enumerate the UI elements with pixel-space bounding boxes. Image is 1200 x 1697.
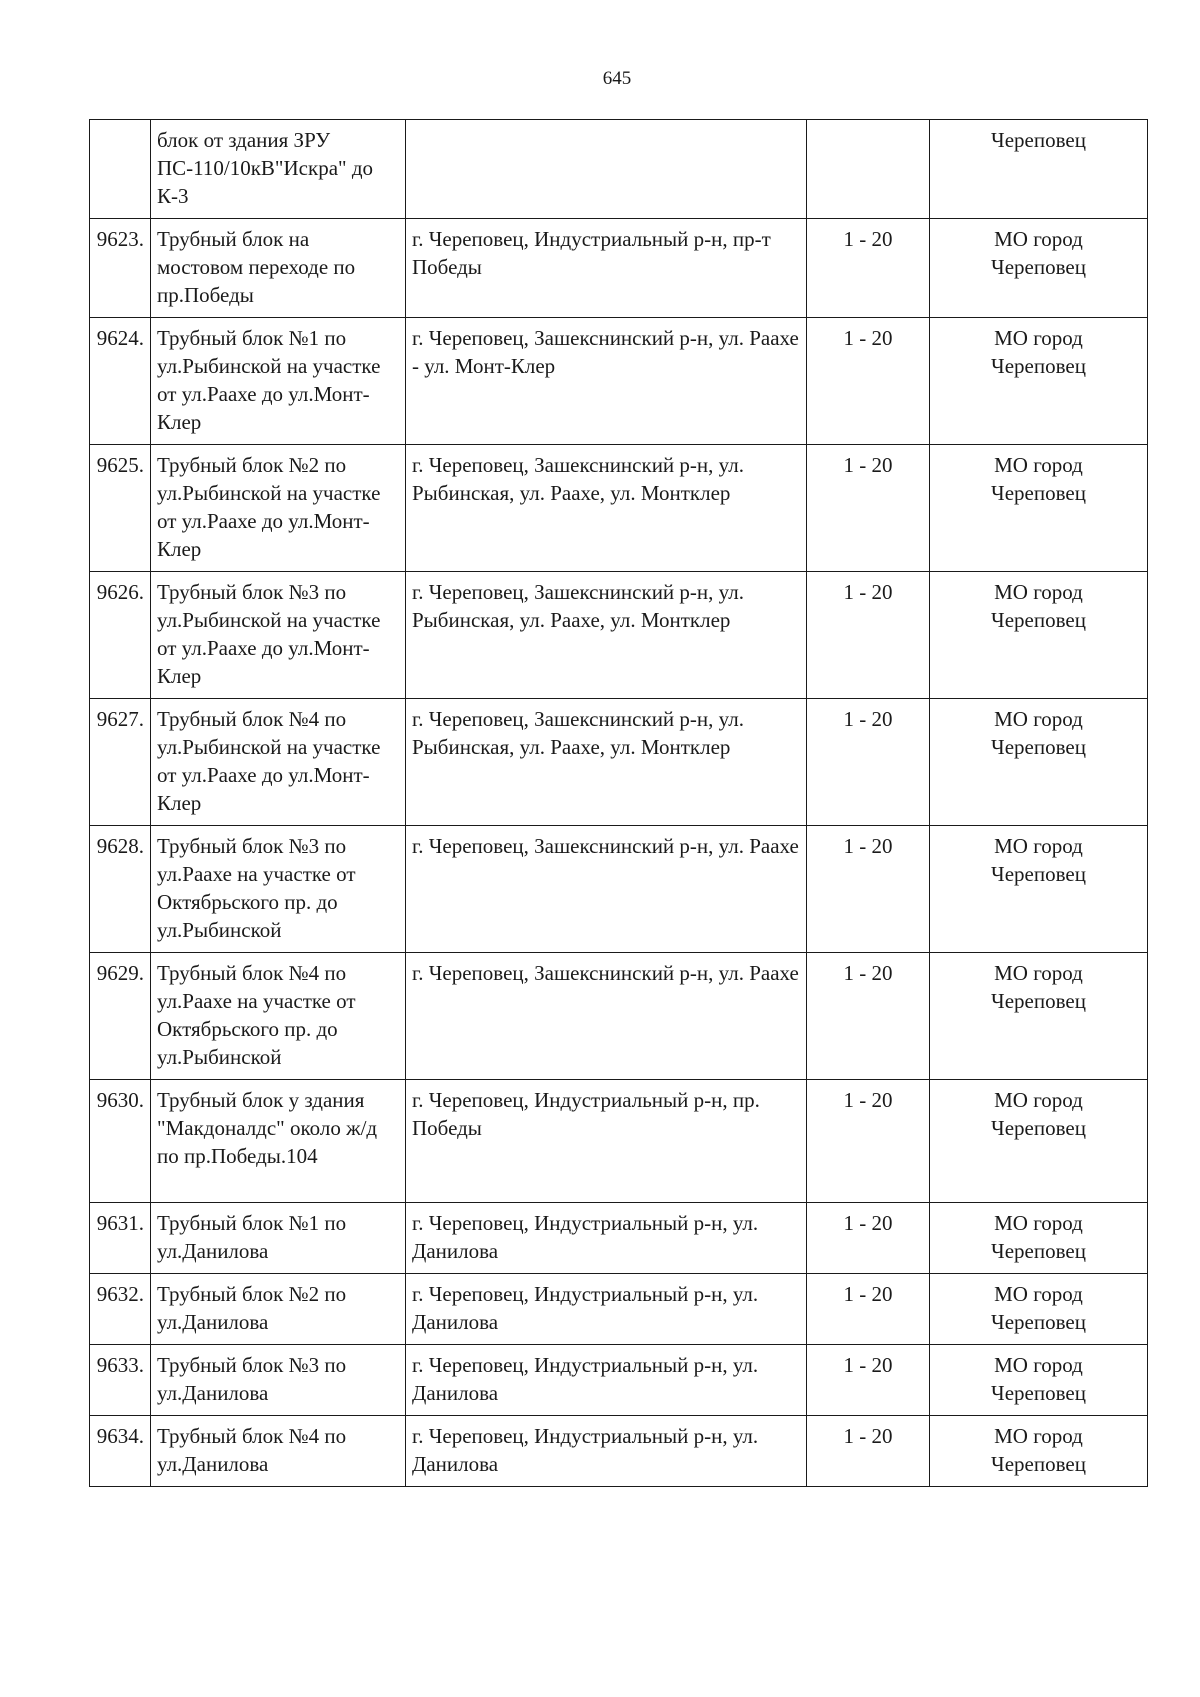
owner-line: Череповец bbox=[991, 1381, 1086, 1405]
row-number-cell: 9623. bbox=[90, 219, 151, 318]
row-number-cell: 9632. bbox=[90, 1274, 151, 1345]
object-name-cell: Трубный блок №1 по ул.Рыбинской на участке от ул.Раахе до ул.Монт-Клер bbox=[151, 318, 406, 445]
owner-line: Череповец bbox=[991, 128, 1086, 152]
owner-line: МО город bbox=[994, 326, 1083, 350]
owner-line: МО город bbox=[994, 707, 1083, 731]
owner-cell bbox=[930, 1345, 1148, 1416]
object-name-cell: Трубный блок №2 по ул.Рыбинской на участке от ул.Раахе до ул.Монт-Клер bbox=[151, 445, 406, 572]
quantity-cell: 1 - 20 bbox=[807, 1203, 930, 1274]
owner-cell bbox=[930, 572, 1148, 699]
address-cell: г. Череповец, Зашекснинский р-н, ул. Рыбинская, ул. Раахе, ул. Монтклер bbox=[406, 699, 807, 826]
object-name-cell: блок от здания ЗРУ ПС-110/10кВ"Искра" до К-3 bbox=[151, 120, 406, 219]
object-name-cell: Трубный блок №2 по ул.Данилова bbox=[151, 1274, 406, 1345]
row-number-cell: 9626. bbox=[90, 572, 151, 699]
owner-cell bbox=[930, 445, 1148, 572]
row-number-cell: 9629. bbox=[90, 953, 151, 1080]
table-row bbox=[90, 120, 1148, 219]
table-row bbox=[90, 1080, 1148, 1203]
object-name-cell: Трубный блок на мостовом переходе по пр.Победы bbox=[151, 219, 406, 318]
address-cell: г. Череповец, Индустриальный р-н, ул. Данилова bbox=[406, 1274, 807, 1345]
owner-line: Череповец bbox=[991, 255, 1086, 279]
table-row bbox=[90, 1345, 1148, 1416]
address-cell: г. Череповец, Зашекснинский р-н, ул. Рыбинская, ул. Раахе, ул. Монтклер bbox=[406, 572, 807, 699]
registry-table-body bbox=[90, 120, 1148, 1487]
owner-line: Череповец bbox=[991, 1452, 1086, 1476]
quantity-cell: 1 - 20 bbox=[807, 1274, 930, 1345]
owner-line: МО город bbox=[994, 1088, 1083, 1112]
quantity-cell: 1 - 20 bbox=[807, 953, 930, 1080]
address-cell: г. Череповец, Индустриальный р-н, пр. Победы bbox=[406, 1080, 807, 1203]
object-name-cell: Трубный блок №4 по ул.Рыбинской на участке от ул.Раахе до ул.Монт-Клер bbox=[151, 699, 406, 826]
row-number-cell bbox=[90, 120, 151, 219]
object-name-cell: Трубный блок у здания "Макдоналдс" около ж/д по пр.Победы.104 bbox=[151, 1080, 406, 1203]
table-row bbox=[90, 219, 1148, 318]
owner-line: МО город bbox=[994, 961, 1083, 985]
row-number-cell: 9625. bbox=[90, 445, 151, 572]
owner-line: Череповец bbox=[991, 354, 1086, 378]
address-cell: г. Череповец, Зашекснинский р-н, ул. Раахе bbox=[406, 826, 807, 953]
quantity-cell: 1 - 20 bbox=[807, 1345, 930, 1416]
owner-line: Череповец bbox=[991, 1116, 1086, 1140]
owner-line: МО город bbox=[994, 227, 1083, 251]
owner-line: МО город bbox=[994, 1211, 1083, 1235]
owner-line: Череповец bbox=[991, 1310, 1086, 1334]
owner-line: Череповец bbox=[991, 735, 1086, 759]
address-cell bbox=[406, 120, 807, 219]
owner-cell bbox=[930, 699, 1148, 826]
owner-line: МО город bbox=[994, 1353, 1083, 1377]
owner-cell bbox=[930, 826, 1148, 953]
owner-line: Череповец bbox=[991, 989, 1086, 1013]
quantity-cell: 1 - 20 bbox=[807, 1080, 930, 1203]
owner-line: Череповец bbox=[991, 1239, 1086, 1263]
table-row bbox=[90, 572, 1148, 699]
address-cell: г. Череповец, Индустриальный р-н, ул. Данилова bbox=[406, 1203, 807, 1274]
registry-table bbox=[89, 119, 1148, 1487]
owner-line: Череповец bbox=[991, 862, 1086, 886]
row-number-cell: 9634. bbox=[90, 1416, 151, 1487]
address-cell: г. Череповец, Зашекснинский р-н, ул. Рыбинская, ул. Раахе, ул. Монтклер bbox=[406, 445, 807, 572]
owner-line: Череповец bbox=[991, 608, 1086, 632]
object-name-cell: Трубный блок №3 по ул.Данилова bbox=[151, 1345, 406, 1416]
owner-line: Череповец bbox=[991, 481, 1086, 505]
owner-cell bbox=[930, 1203, 1148, 1274]
quantity-cell: 1 - 20 bbox=[807, 1416, 930, 1487]
row-number-cell: 9633. bbox=[90, 1345, 151, 1416]
object-name-cell: Трубный блок №4 по ул.Данилова bbox=[151, 1416, 406, 1487]
table-row bbox=[90, 953, 1148, 1080]
quantity-cell: 1 - 20 bbox=[807, 318, 930, 445]
owner-line: МО город bbox=[994, 453, 1083, 477]
owner-line: МО город bbox=[994, 1282, 1083, 1306]
quantity-cell bbox=[807, 120, 930, 219]
table-row bbox=[90, 1416, 1148, 1487]
owner-cell bbox=[930, 1416, 1148, 1487]
table-row bbox=[90, 699, 1148, 826]
row-number-cell: 9624. bbox=[90, 318, 151, 445]
owner-line: МО город bbox=[994, 834, 1083, 858]
address-cell: г. Череповец, Зашекснинский р-н, ул. Раахе - ул. Монт-Клер bbox=[406, 318, 807, 445]
quantity-cell: 1 - 20 bbox=[807, 699, 930, 826]
quantity-cell: 1 - 20 bbox=[807, 572, 930, 699]
page-number: 645 bbox=[602, 68, 632, 89]
row-number-cell: 9628. bbox=[90, 826, 151, 953]
owner-cell bbox=[930, 318, 1148, 445]
table-row bbox=[90, 318, 1148, 445]
owner-cell bbox=[930, 120, 1148, 219]
owner-cell bbox=[930, 1080, 1148, 1203]
address-cell: г. Череповец, Индустриальный р-н, ул. Данилова bbox=[406, 1416, 807, 1487]
row-number-cell: 9630. bbox=[90, 1080, 151, 1203]
quantity-cell: 1 - 20 bbox=[807, 219, 930, 318]
owner-line: МО город bbox=[994, 580, 1083, 604]
table-row bbox=[90, 826, 1148, 953]
quantity-cell: 1 - 20 bbox=[807, 445, 930, 572]
address-cell: г. Череповец, Зашекснинский р-н, ул. Раахе bbox=[406, 953, 807, 1080]
quantity-cell: 1 - 20 bbox=[807, 826, 930, 953]
owner-line: МО город bbox=[994, 1424, 1083, 1448]
owner-cell bbox=[930, 219, 1148, 318]
object-name-cell: Трубный блок №4 по ул.Раахе на участке от Октябрьского пр. до ул.Рыбинской bbox=[151, 953, 406, 1080]
table-row bbox=[90, 445, 1148, 572]
address-cell: г. Череповец, Индустриальный р-н, ул. Данилова bbox=[406, 1345, 807, 1416]
table-row bbox=[90, 1203, 1148, 1274]
owner-cell bbox=[930, 953, 1148, 1080]
owner-cell bbox=[930, 1274, 1148, 1345]
row-number-cell: 9631. bbox=[90, 1203, 151, 1274]
object-name-cell: Трубный блок №3 по ул.Раахе на участке от Октябрьского пр. до ул.Рыбинской bbox=[151, 826, 406, 953]
row-number-cell: 9627. bbox=[90, 699, 151, 826]
address-cell: г. Череповец, Индустриальный р-н, пр-т Победы bbox=[406, 219, 807, 318]
object-name-cell: Трубный блок №3 по ул.Рыбинской на участке от ул.Раахе до ул.Монт-Клер bbox=[151, 572, 406, 699]
table-row bbox=[90, 1274, 1148, 1345]
object-name-cell: Трубный блок №1 по ул.Данилова bbox=[151, 1203, 406, 1274]
